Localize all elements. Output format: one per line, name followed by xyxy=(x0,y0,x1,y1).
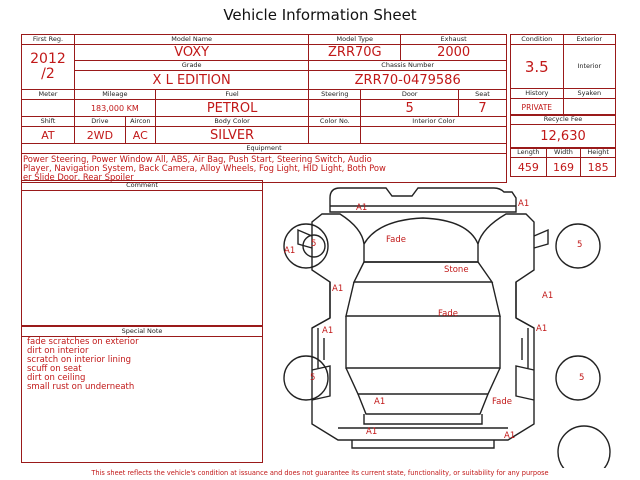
rear-bumper-shape xyxy=(338,428,508,448)
exterior-label: Exterior xyxy=(563,35,615,45)
hood-line xyxy=(364,218,478,244)
damage-fender-left: A1 xyxy=(332,284,344,294)
fuel-value: PETROL xyxy=(155,100,309,117)
rear-plate-line xyxy=(364,414,482,424)
damage-rear-left-bottom: A1 xyxy=(366,427,378,437)
meter-value xyxy=(22,100,75,117)
chassis-label: Chassis Number xyxy=(309,61,507,71)
history-value: PRIVATE xyxy=(511,99,564,116)
dimensions-table xyxy=(510,147,616,177)
mileage-label: Mileage xyxy=(74,90,155,100)
special-note-item: dirt on interior xyxy=(27,346,89,356)
first-reg-cell xyxy=(22,45,75,90)
right-door-detail xyxy=(522,328,528,368)
width-value: 169 xyxy=(546,158,581,177)
damage-door-right: A1 xyxy=(536,324,548,334)
history-label: History xyxy=(511,89,564,99)
seat-value: 7 xyxy=(459,100,507,117)
spare-wheel-shape xyxy=(558,426,610,468)
damage-front-left: A1 xyxy=(356,203,368,213)
special-note-item: fade scratches on exterior xyxy=(27,337,139,347)
equipment-label: Equipment xyxy=(22,144,507,154)
height-label: Height xyxy=(581,148,616,158)
seat-label: Seat xyxy=(459,90,507,100)
right-door-lines xyxy=(516,282,534,400)
mileage-value: 183,000 KM xyxy=(74,100,155,117)
drive-value: 2WD xyxy=(74,127,125,144)
damage-fender-right: A1 xyxy=(542,291,554,301)
windshield-shape xyxy=(354,262,492,282)
model-name-label: Model Name xyxy=(74,35,308,45)
comment-value xyxy=(22,191,262,195)
wheel-rear-right-shape xyxy=(556,356,600,400)
model-type-value: ZRR70G xyxy=(309,45,401,61)
sheet-title: Vehicle Information Sheet xyxy=(223,6,417,24)
condition-label: Condition xyxy=(511,35,564,45)
color-no-value xyxy=(309,127,361,144)
damage-windshield: Stone xyxy=(444,265,469,275)
comment-box xyxy=(21,180,263,326)
condition-table xyxy=(510,34,616,89)
exhaust-value: 2000 xyxy=(401,45,507,61)
equipment-line: er Slide Door, Rear Spoiler xyxy=(23,172,134,182)
model-name-value: VOXY xyxy=(74,45,308,61)
special-note-list xyxy=(22,337,262,392)
chassis-value: ZRR70-0479586 xyxy=(309,71,507,90)
first-reg-year: 2012 xyxy=(30,51,66,67)
condition-value: 3.5 xyxy=(511,45,564,89)
exhaust-label: Exhaust xyxy=(401,35,507,45)
damage-wheel-fr-num: 5 xyxy=(577,240,583,250)
length-value: 459 xyxy=(511,158,547,177)
grade-value: X L EDITION xyxy=(74,71,308,90)
width-label: Width xyxy=(546,148,581,158)
recycle-table xyxy=(510,114,616,149)
aircon-value: AC xyxy=(125,127,155,144)
door-label: Door xyxy=(361,90,459,100)
history-table xyxy=(510,88,616,116)
disclaimer-footer: This sheet reflects the vehicle's condition at issuance and does not guarantee its current state, functionality, or suitability for any purpose xyxy=(91,469,549,477)
shift-value: AT xyxy=(22,127,75,144)
steering-label: Steering xyxy=(309,90,361,100)
recycle-fee-value: 12,630 xyxy=(511,125,616,149)
interior-label: Interior xyxy=(563,45,615,89)
damage-wheel-rl-num: 5 xyxy=(310,373,316,383)
car-damage-diagram xyxy=(268,178,614,468)
roof-front xyxy=(346,282,500,316)
damage-wheel-fl-num: 5 xyxy=(311,239,317,249)
damage-front-right: A1 xyxy=(518,199,530,209)
special-note-item: scuff on seat xyxy=(27,364,82,374)
damage-roof: Fade xyxy=(438,309,458,319)
special-note-box xyxy=(21,326,263,463)
interior-color-label: Interior Color xyxy=(361,117,507,127)
recycle-fee-label: Recycle Fee xyxy=(511,115,616,125)
meter-label: Meter xyxy=(22,90,75,100)
damage-door-left: A1 xyxy=(322,326,334,336)
special-note-label: Special Note xyxy=(22,327,262,337)
special-note-item: small rust on underneath xyxy=(27,382,135,392)
damage-wheel-rr-num: 5 xyxy=(579,373,585,383)
comment-label: Comment xyxy=(22,181,262,191)
rear-window-shape xyxy=(346,368,500,394)
aircon-label: Aircon xyxy=(125,117,155,127)
shift-label: Shift xyxy=(22,117,75,127)
door-value: 5 xyxy=(361,100,459,117)
equipment-line: Power Steering, Power Window All, ABS, Air Bag, Push Start, Steering Switch, Audio xyxy=(23,154,372,164)
vehicle-info-table xyxy=(21,34,507,183)
syaken-label: Syaken xyxy=(563,89,615,99)
mirror-right-shape xyxy=(534,230,548,248)
special-note-item: dirt on ceiling xyxy=(27,373,86,383)
damage-wheel-fl-circle: A1 xyxy=(284,246,296,256)
drive-label: Drive xyxy=(74,117,125,127)
length-label: Length xyxy=(511,148,547,158)
damage-rear-right-bottom: A1 xyxy=(504,431,516,441)
roof-rect xyxy=(346,316,500,368)
first-reg-label: First Reg. xyxy=(22,35,75,45)
body-color-label: Body Color xyxy=(155,117,309,127)
equipment-line: Player, Navigation System, Back Camera, Alloy Wheels, Fog Light, HID Light, Both Pow xyxy=(23,163,386,173)
interior-color-value xyxy=(361,127,507,144)
damage-rear-left-top: A1 xyxy=(374,397,386,407)
special-note-item: scratch on interior lining xyxy=(27,355,132,365)
damage-hood: Fade xyxy=(386,235,406,245)
fuel-label: Fuel xyxy=(155,90,309,100)
model-type-label: Model Type xyxy=(309,35,401,45)
grade-label: Grade xyxy=(74,61,308,71)
damage-rear-right-top: Fade xyxy=(492,397,512,407)
body-color-value: SILVER xyxy=(155,127,309,144)
first-reg-month: /2 xyxy=(41,66,55,82)
steering-value xyxy=(309,100,361,117)
color-no-label: Color No. xyxy=(309,117,361,127)
syaken-value xyxy=(563,99,615,116)
wheel-rear-left-shape xyxy=(284,356,328,400)
height-value: 185 xyxy=(581,158,616,177)
